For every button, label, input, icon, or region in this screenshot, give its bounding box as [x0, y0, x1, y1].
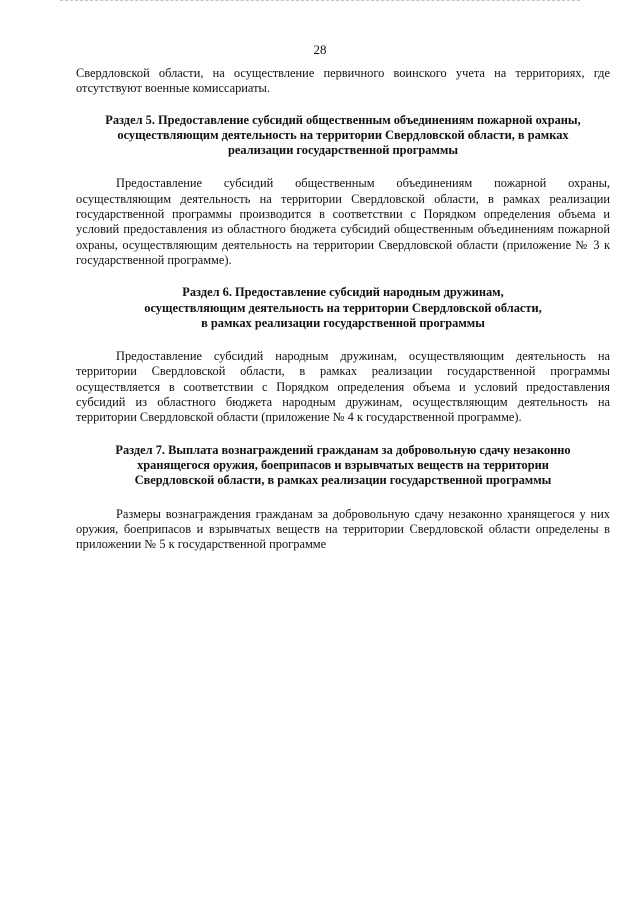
section-5-title-line: Раздел 5. Предоставление субсидий общественным объединениям пожарной охраны,: [105, 112, 581, 127]
section-6-body: Предоставление субсидий народным дружинам, осуществляющим деятельность на территории Свердловской области, в рамках реализации государственной программы осуществляется в соответствии с Порядком определения объема и условий предоставления субсидий из областного бюджета народным дружинам, осуществляющим деятельность на территории Свердловской области (приложение № 4 к государственной программе).: [76, 349, 610, 425]
section-7-body: Размеры вознаграждения гражданам за добровольную сдачу незаконно хранящегося у них оружия, боеприпасов и взрывчатых веществ на территории Свердловской области определены в приложении № 5 к государственной программе: [76, 506, 610, 552]
scan-edge-mark: [60, 0, 580, 3]
section-7-title-line: Раздел 7. Выплата вознаграждений гражданам за добровольную сдачу незаконно: [115, 442, 571, 457]
page-number: 28: [313, 42, 327, 57]
document-content: [76, 66, 610, 552]
section-5-title-line: осуществляющим деятельность на территории Свердловской области, в рамках: [117, 127, 569, 142]
section-5-title-line: реализации государственной программы: [227, 143, 459, 158]
section-5-body: Предоставление субсидий общественным объединениям пожарной охраны, осуществляющим деятельность на территории Свердловской области, в рамках реализации государственной программы производится в соответствии с Порядком определения объема и условий предоставления из областного бюджета субсидий общественным объединениям пожарной охраны, осуществляющим деятельность на территории Свердловской области (приложение № 3 к государственной программе).: [76, 176, 610, 267]
section-6-title-line: в рамках реализации государственной программы: [201, 315, 485, 330]
section-6-title-line: осуществляющим деятельность на территории Свердловской области,: [144, 300, 542, 315]
section-7-title-line: Свердловской области, в рамках реализации государственной программы: [134, 473, 552, 488]
intro-paragraph: Свердловской области, на осуществление первичного воинского учета на территориях, где отсутствуют военные комиссариаты.: [76, 66, 610, 96]
section-6-title: [76, 285, 610, 331]
section-5-title: [76, 113, 610, 159]
section-6-title-line: Раздел 6. Предоставление субсидий народным дружинам,: [182, 285, 504, 300]
section-7-title-line: хранящегося оружия, боеприпасов и взрывчатых веществ на территории: [137, 457, 549, 472]
section-7-title: [76, 443, 610, 489]
